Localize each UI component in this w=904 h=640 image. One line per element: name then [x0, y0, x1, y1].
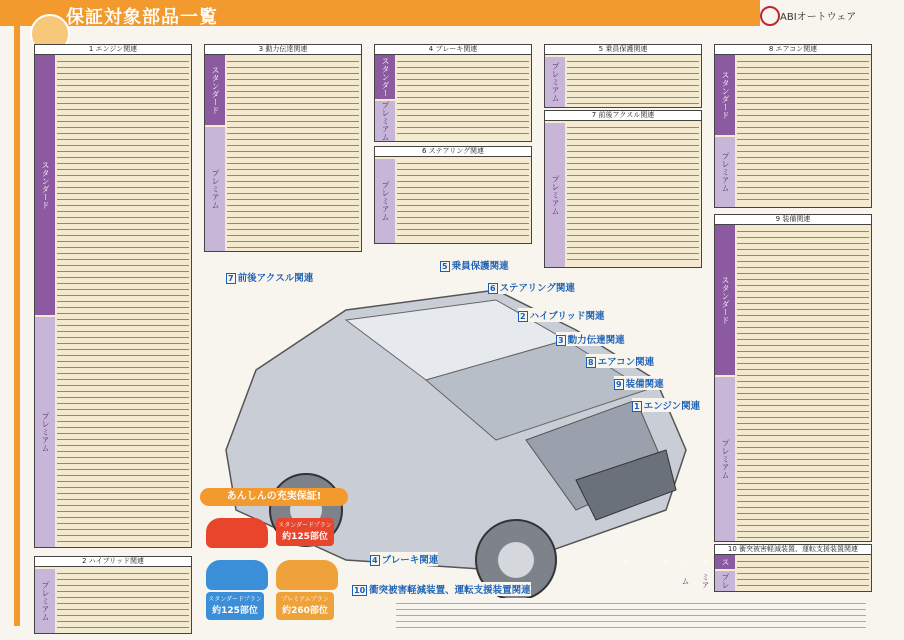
callout-drivetrain: 3 動力伝達関連 — [556, 332, 625, 346]
callout-aircon: 8 エアコン関連 — [586, 354, 654, 368]
callout-engine: 1 エンジン関連 — [632, 398, 700, 412]
section-heading: 6 ステアリング関連 — [375, 147, 531, 157]
callout-brake: 4 ブレーキ関連 — [370, 552, 438, 566]
section-heading: 10 衝突被害軽減装置、運転支援装置関連 — [715, 545, 871, 555]
section-heading: 1 エンジン関連 — [35, 45, 191, 55]
callout-axle: 7 前後アクスル関連 — [226, 270, 313, 284]
premium-label: プレミアム — [715, 377, 735, 541]
car-icon-red — [206, 518, 268, 548]
callout-occupant: 5 乗員保護関連 — [440, 258, 509, 272]
parts-list — [737, 226, 869, 539]
section-axle — [544, 110, 702, 268]
plan-sidebar — [205, 55, 225, 251]
parts-list — [737, 556, 869, 589]
section-heading: 2 ハイブリッド関連 — [35, 557, 191, 567]
standard-label: スタンダード — [35, 55, 55, 315]
plan-premium: プレミアムプラン 約260部位 — [276, 592, 334, 620]
plan-sidebar — [715, 55, 735, 207]
section-engine — [34, 44, 192, 548]
plan-sidebar — [715, 225, 735, 541]
section-heading: 7 前後アクスル関連 — [545, 111, 701, 121]
plan-standard-2: スタンダードプラン 約125部位 — [206, 592, 264, 620]
section-heading: 9 装備関連 — [715, 215, 871, 225]
section-heading: 8 エアコン関連 — [715, 45, 871, 55]
premium-label: プレミアム — [715, 571, 735, 591]
parts-list — [227, 56, 359, 249]
plan-sidebar — [35, 55, 55, 547]
premium-label: プレミアム — [715, 137, 735, 207]
plan-sidebar — [375, 157, 395, 243]
section-brake — [361, 44, 532, 142]
premium-label: プレミアム — [205, 127, 225, 251]
section-occupant — [544, 44, 702, 108]
standard-label: スタンダード — [205, 55, 225, 125]
plan-standard: スタンダードプラン 約125部位 — [276, 518, 334, 546]
section-heading: 4 ブレーキ関連 — [375, 45, 531, 55]
brand-logo-text: ABIオートウェア — [780, 12, 857, 23]
section-hybrid — [34, 556, 192, 634]
premium-label: プレミアム — [375, 101, 395, 141]
premium-label: プレミアム — [545, 123, 565, 267]
section-heading: 5 乗員保護関連 — [545, 45, 701, 55]
section-heading: 3 動力伝達関連 — [205, 45, 361, 55]
callout-hybrid: 2 ハイブリッド関連 — [518, 308, 605, 322]
page-header — [0, 0, 904, 40]
promo-title: あんしんの充実保証! — [200, 488, 348, 506]
parts-list — [57, 56, 189, 545]
section-collision — [621, 544, 872, 592]
premium-label: プレミアム — [375, 159, 395, 243]
brand-logo-icon — [760, 6, 780, 26]
section-drivetrain — [204, 44, 362, 252]
premium-label: プレミアム — [35, 317, 55, 547]
plan-sidebar — [35, 567, 55, 633]
premium-label: プレミアム — [545, 57, 565, 107]
section-steering — [374, 146, 532, 244]
car-icon-blue — [206, 560, 268, 590]
footnote-text — [396, 598, 866, 632]
premium-label: プレミアム — [35, 569, 55, 633]
left-accent-bar — [14, 26, 20, 626]
standard-label: スタンダード — [375, 55, 395, 99]
parts-list — [737, 56, 869, 205]
plan-sidebar — [545, 55, 565, 107]
parts-list — [57, 568, 189, 631]
parts-list — [567, 122, 699, 265]
standard-label: スタンダード — [715, 555, 735, 569]
plan-sidebar — [545, 121, 565, 267]
section-aircon — [714, 44, 872, 208]
callout-steering: 6 ステアリング関連 — [488, 280, 575, 294]
plan-sidebar — [361, 55, 395, 141]
callout-collision: 10 衝突被害軽減装置、運転支援装置関連 — [352, 582, 531, 596]
callout-equipment: 9 装備関連 — [614, 376, 664, 390]
section-equipment — [714, 214, 872, 542]
standard-label: スタンダード — [715, 225, 735, 375]
parts-list — [397, 56, 529, 139]
car-icon-orange — [276, 560, 338, 590]
plan-sidebar — [621, 555, 735, 591]
warranty-promo — [200, 488, 348, 620]
standard-label: スタンダード — [715, 55, 735, 135]
parts-list — [567, 56, 699, 105]
page-title: 保証対象部品一覧 — [66, 7, 218, 28]
parts-list — [397, 158, 529, 241]
